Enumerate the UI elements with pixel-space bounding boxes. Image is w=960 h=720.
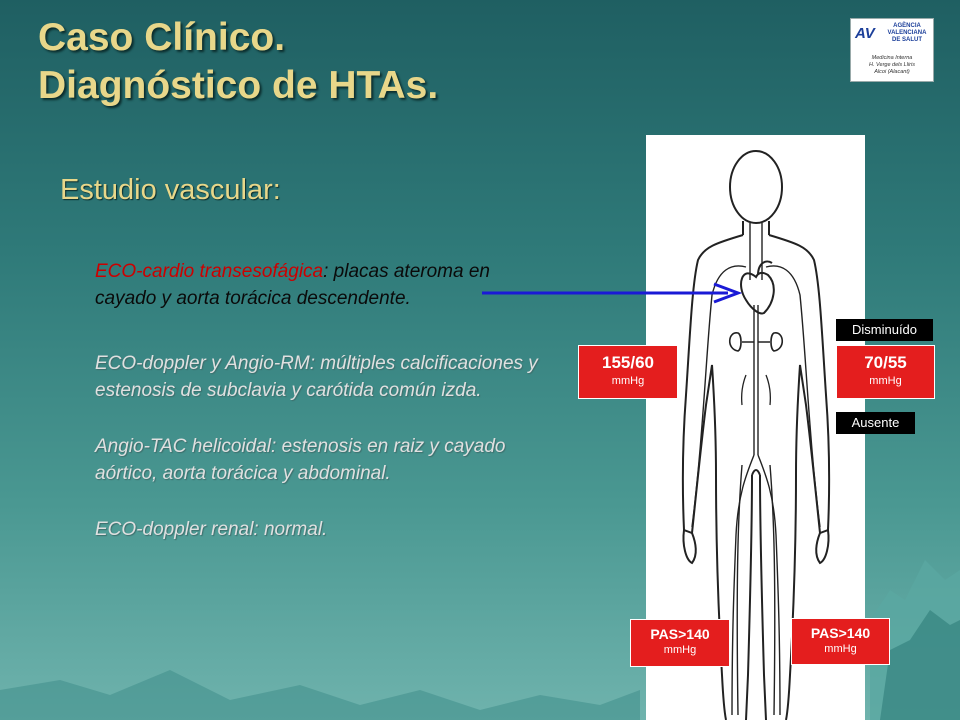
pressure-unit: mmHg [663,644,697,656]
slide-title-line-2: Diagnóstico de HTAs. [38,64,439,107]
finding-highlight: ECO-cardio transesofágica [95,261,324,282]
pulse-left-upper-label: Disminuído [836,319,933,341]
pressure-value: PAS>140 [650,626,710,642]
pressure-value: 70/55 [864,353,907,372]
logo-agency-line-3: DE SALUT [892,37,922,43]
finding-angio-tac: Angio-TAC helicoidal: estenosis en raiz y cayado aórtico, aorta torácica y abdominal. [95,436,506,484]
pressure-unit: mmHg [824,643,857,655]
section-heading: Estudio vascular: [60,174,281,206]
logo-agency-line-1: AGÈNCIA [893,23,921,29]
pressure-unit: mmHg [869,375,902,387]
slide-title-line-1: Caso Clínico. [38,16,286,59]
finding-eco-doppler: ECO-doppler y Angio-RM: múltiples calcificaciones y estenosis de subclavia y carótida común izda. [95,353,538,401]
pressure-value: 155/60 [602,353,654,372]
pressure-right-leg [630,619,730,667]
pressure-unit: mmHg [611,375,645,387]
pressure-value: PAS>140 [810,625,871,641]
logo-agency-line-2: VALENCIANA [887,30,927,36]
pressure-left-arm [836,345,935,399]
finding-doppler-renal: ECO-doppler renal: normal. [95,519,328,540]
pressure-right-arm [578,345,678,399]
finding-text: : placas ateroma en cayado y aorta torácica descendente. [95,261,490,309]
pressure-left-leg [791,618,890,665]
logo-sub-line-3: Alcoi (Alacant) [874,69,910,75]
logo-sub-line-1: Medicina Interna [871,55,913,61]
pulse-left-lower-label: Ausente [836,412,915,434]
logo-sub-line-2: H. Verge dels Lliris [869,62,915,68]
logo-mark: AV [855,25,875,42]
